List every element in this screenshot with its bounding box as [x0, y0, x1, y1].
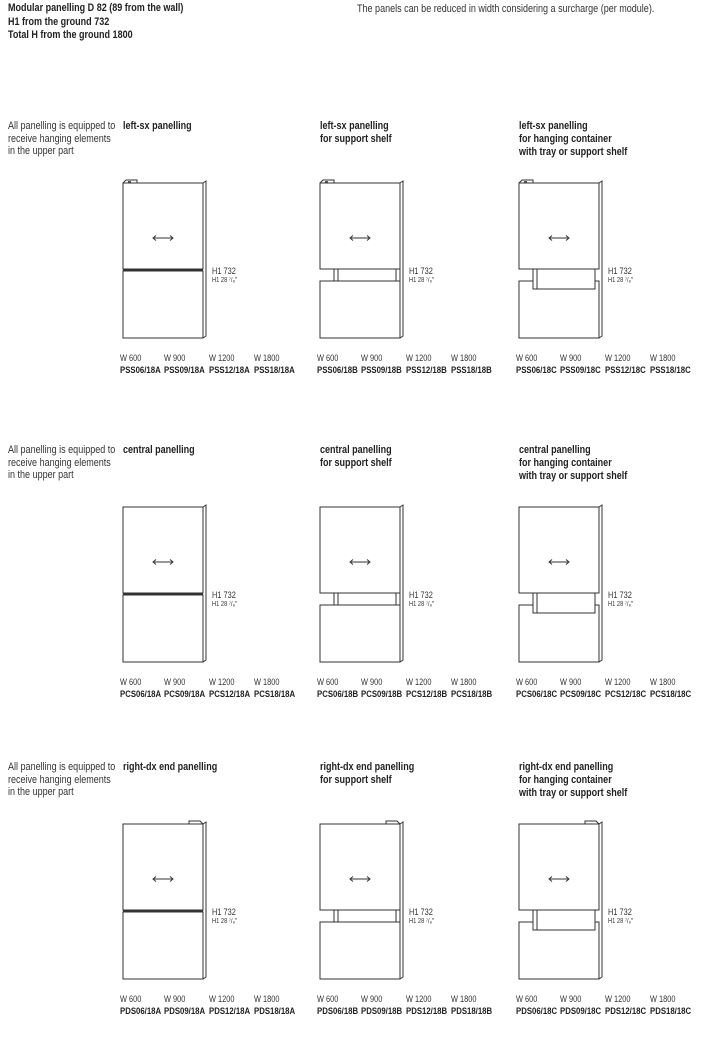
code-column [254, 994, 304, 1017]
code-column [451, 353, 501, 376]
panel-svg [120, 819, 215, 989]
panel-svg [120, 502, 215, 672]
code-column [605, 353, 655, 376]
panel-svg [516, 819, 611, 989]
panel-title-line: for hanging container [519, 457, 612, 469]
height-mm: H1 732 [212, 907, 236, 917]
width-label: W 900 [361, 677, 383, 687]
width-label: W 900 [164, 677, 186, 687]
product-code: PCS18/18A [254, 689, 296, 700]
panel-title-line: central panelling [519, 444, 591, 456]
panel-title-line: left-sx panelling [123, 120, 192, 132]
product-code: PCS09/18B [361, 689, 403, 700]
height-inch: H1 28 ⁷/₈″ [608, 601, 633, 608]
panel-drawing [317, 502, 412, 677]
code-column [254, 353, 304, 376]
product-code: PDS12/18A [209, 1006, 251, 1017]
code-column [516, 677, 566, 700]
width-label: W 600 [317, 353, 339, 363]
code-column [361, 353, 411, 376]
code-column [209, 994, 259, 1017]
panel-card [120, 761, 318, 1061]
panel-title-line: right-dx end panelling [320, 761, 415, 773]
panel-title [320, 761, 435, 787]
panel-svg [317, 178, 412, 348]
height-mm: H1 732 [608, 590, 632, 600]
code-column [209, 677, 259, 700]
product-code: PDS18/18B [451, 1006, 493, 1017]
side-note-line: All panelling is equipped to [8, 761, 116, 773]
product-code: PCS09/18C [560, 689, 602, 700]
height-mm: H1 732 [212, 590, 236, 600]
width-label: W 600 [120, 677, 142, 687]
panel-title-line: right-dx end panelling [123, 761, 218, 773]
panel-title [519, 761, 651, 800]
code-column [650, 353, 700, 376]
product-code: PSS09/18C [560, 365, 601, 376]
product-code: PSS06/18C [516, 365, 557, 376]
product-code: PSS06/18A [120, 365, 161, 376]
panel-drawing [120, 502, 215, 677]
side-note-line: in the upper part [8, 469, 74, 481]
code-column [560, 353, 610, 376]
height-inch: H1 28 ⁷/₈″ [608, 277, 633, 284]
side-note [8, 120, 139, 158]
panel-title-line: for support shelf [320, 774, 392, 786]
width-label: W 900 [164, 353, 186, 363]
width-label: W 1200 [406, 677, 432, 687]
code-table [317, 677, 520, 703]
code-table [120, 994, 323, 1020]
panel-title [320, 444, 407, 470]
code-column [650, 677, 700, 700]
product-code: PSS18/18B [451, 365, 492, 376]
product-code: PDS18/18C [650, 1006, 692, 1017]
product-code: PSS12/18A [209, 365, 250, 376]
height-inch: H1 28 ⁷/₈″ [608, 918, 633, 925]
panel-card [317, 120, 515, 420]
product-code: PCS12/18B [406, 689, 448, 700]
width-label: W 1200 [406, 994, 432, 1004]
product-code: PCS09/18A [164, 689, 206, 700]
side-note [8, 761, 139, 799]
code-table [317, 994, 520, 1020]
height-inch: H1 28 ⁷/₈″ [409, 601, 434, 608]
code-column [164, 994, 214, 1017]
product-code: PDS12/18B [406, 1006, 448, 1017]
panel-svg [317, 819, 412, 989]
width-label: W 600 [317, 994, 339, 1004]
height-label [212, 266, 242, 286]
panel-drawing [317, 819, 412, 994]
side-note-line: receive hanging elements [8, 456, 111, 469]
panel-drawing [317, 178, 412, 353]
width-label: W 900 [361, 353, 383, 363]
code-column [120, 353, 170, 376]
header-note: The panels can be reduced in width considering a surcharge (per module). [357, 3, 655, 15]
product-code: PDS06/18A [120, 1006, 162, 1017]
product-code: PCS12/18C [605, 689, 647, 700]
code-column [317, 353, 367, 376]
width-label: W 900 [560, 677, 582, 687]
height-mm: H1 732 [409, 590, 433, 600]
panel-card [317, 444, 515, 744]
panel-title-line: central panelling [320, 444, 392, 456]
code-column [120, 677, 170, 700]
code-column [451, 677, 501, 700]
width-label: W 1200 [406, 353, 432, 363]
panel-title [123, 444, 210, 457]
code-column [361, 994, 411, 1017]
width-label: W 1800 [451, 677, 477, 687]
code-column [361, 677, 411, 700]
width-label: W 1800 [254, 353, 280, 363]
panel-title-line: left-sx panelling [320, 120, 389, 132]
side-note-line: receive hanging elements [8, 773, 111, 786]
code-column [451, 994, 501, 1017]
height-label [608, 590, 638, 610]
code-column [650, 994, 700, 1017]
header-line-h1: H1 from the ground 732 [8, 15, 110, 28]
width-label: W 1200 [605, 353, 631, 363]
height-label [608, 266, 638, 286]
width-label: W 1200 [605, 677, 631, 687]
code-column [317, 677, 367, 700]
product-code: PDS09/18A [164, 1006, 206, 1017]
height-inch: H1 28 ⁷/₈″ [409, 277, 434, 284]
panel-svg [120, 178, 215, 348]
side-note-line: in the upper part [8, 786, 74, 798]
width-label: W 600 [516, 677, 538, 687]
code-column [120, 994, 170, 1017]
width-label: W 600 [120, 353, 142, 363]
header-specs [8, 2, 222, 43]
height-mm: H1 732 [409, 907, 433, 917]
side-note [8, 444, 139, 482]
panel-card [120, 444, 318, 744]
header-line-depth: Modular panelling D 82 (89 from the wall) [8, 2, 184, 14]
panel-card [317, 761, 515, 1061]
panel-svg [516, 178, 611, 348]
product-code: PDS09/18B [361, 1006, 403, 1017]
code-table [317, 353, 520, 379]
width-label: W 900 [560, 994, 582, 1004]
code-table [516, 677, 712, 703]
panel-row [0, 120, 712, 420]
panel-card [516, 120, 712, 420]
product-code: PSS06/18B [317, 365, 358, 376]
height-label [409, 266, 439, 286]
code-column [560, 994, 610, 1017]
product-code: PSS18/18C [650, 365, 691, 376]
height-mm: H1 732 [608, 907, 632, 917]
code-table [120, 677, 323, 703]
product-code: PDS18/18A [254, 1006, 296, 1017]
side-note-line: in the upper part [8, 145, 74, 157]
product-code: PDS09/18C [560, 1006, 602, 1017]
panel-drawing [516, 178, 611, 353]
code-column [317, 994, 367, 1017]
height-inch: H1 28 ⁷/₈″ [212, 918, 237, 925]
code-column [406, 677, 456, 700]
panel-drawing [516, 502, 611, 677]
code-table [120, 353, 323, 379]
code-column [164, 353, 214, 376]
product-code: PSS12/18B [406, 365, 447, 376]
width-label: W 900 [560, 353, 582, 363]
panel-row [0, 444, 712, 744]
width-label: W 1200 [209, 353, 235, 363]
panel-title-line: with tray or support shelf [519, 470, 628, 482]
code-column [406, 353, 456, 376]
product-code: PSS09/18B [361, 365, 402, 376]
width-label: W 900 [361, 994, 383, 1004]
panel-title-line: with tray or support shelf [519, 787, 628, 799]
height-inch: H1 28 ⁷/₈″ [212, 601, 237, 608]
product-code: PCS06/18B [317, 689, 359, 700]
panel-title-line: left-sx panelling [519, 120, 588, 132]
panel-svg [516, 502, 611, 672]
panel-title-line: for support shelf [320, 133, 392, 145]
height-inch: H1 28 ⁷/₈″ [212, 277, 237, 284]
height-label [409, 907, 439, 927]
product-code: PSS09/18A [164, 365, 205, 376]
product-code: PCS06/18C [516, 689, 558, 700]
height-label [409, 590, 439, 610]
width-label: W 1800 [451, 994, 477, 1004]
height-label [212, 590, 242, 610]
width-label: W 600 [516, 994, 538, 1004]
width-label: W 1200 [605, 994, 631, 1004]
height-mm: H1 732 [608, 266, 632, 276]
code-table [516, 994, 712, 1020]
code-table [516, 353, 712, 379]
panel-svg [317, 502, 412, 672]
panel-card [120, 120, 318, 420]
product-code: PSS18/18A [254, 365, 295, 376]
product-code: PSS12/18C [605, 365, 646, 376]
product-code: PCS12/18A [209, 689, 251, 700]
product-code: PCS18/18C [650, 689, 692, 700]
width-label: W 1800 [650, 677, 676, 687]
width-label: W 1800 [650, 353, 676, 363]
width-label: W 1800 [254, 994, 280, 1004]
side-note-line: All panelling is equipped to [8, 444, 116, 456]
product-code: PCS06/18A [120, 689, 162, 700]
code-column [516, 994, 566, 1017]
code-column [516, 353, 566, 376]
width-label: W 600 [120, 994, 142, 1004]
height-mm: H1 732 [212, 266, 236, 276]
code-column [560, 677, 610, 700]
product-code: PDS12/18C [605, 1006, 647, 1017]
width-label: W 1200 [209, 677, 235, 687]
code-column [254, 677, 304, 700]
panel-title [519, 120, 651, 159]
panel-title-line: right-dx end panelling [519, 761, 614, 773]
panel-title-line: for hanging container [519, 133, 612, 145]
code-column [406, 994, 456, 1017]
panel-title-line: central panelling [123, 444, 195, 456]
panel-card [516, 761, 712, 1061]
panel-drawing [120, 178, 215, 353]
product-code: PDS06/18B [317, 1006, 359, 1017]
panel-title [123, 120, 207, 133]
side-note-line: All panelling is equipped to [8, 120, 116, 132]
panel-drawing [120, 819, 215, 994]
panel-title-line: for support shelf [320, 457, 392, 469]
panel-row [0, 761, 712, 1061]
side-note-line: receive hanging elements [8, 132, 111, 145]
panel-drawing [516, 819, 611, 994]
width-label: W 600 [317, 677, 339, 687]
code-column [605, 677, 655, 700]
panel-title [123, 761, 238, 774]
height-mm: H1 732 [409, 266, 433, 276]
height-label [608, 907, 638, 927]
panel-title [320, 120, 407, 146]
product-code: PDS06/18C [516, 1006, 558, 1017]
width-label: W 1800 [254, 677, 280, 687]
width-label: W 1200 [209, 994, 235, 1004]
height-inch: H1 28 ⁷/₈″ [409, 918, 434, 925]
width-label: W 600 [516, 353, 538, 363]
panel-title-line: for hanging container [519, 774, 612, 786]
width-label: W 900 [164, 994, 186, 1004]
header-line-total-h: Total H from the ground 1800 [8, 29, 133, 41]
panel-title-line: with tray or support shelf [519, 146, 628, 158]
height-label [212, 907, 242, 927]
width-label: W 1800 [451, 353, 477, 363]
panel-title [519, 444, 651, 483]
code-column [605, 994, 655, 1017]
width-label: W 1800 [650, 994, 676, 1004]
code-column [209, 353, 259, 376]
code-column [164, 677, 214, 700]
panel-card [516, 444, 712, 744]
product-code: PCS18/18B [451, 689, 493, 700]
